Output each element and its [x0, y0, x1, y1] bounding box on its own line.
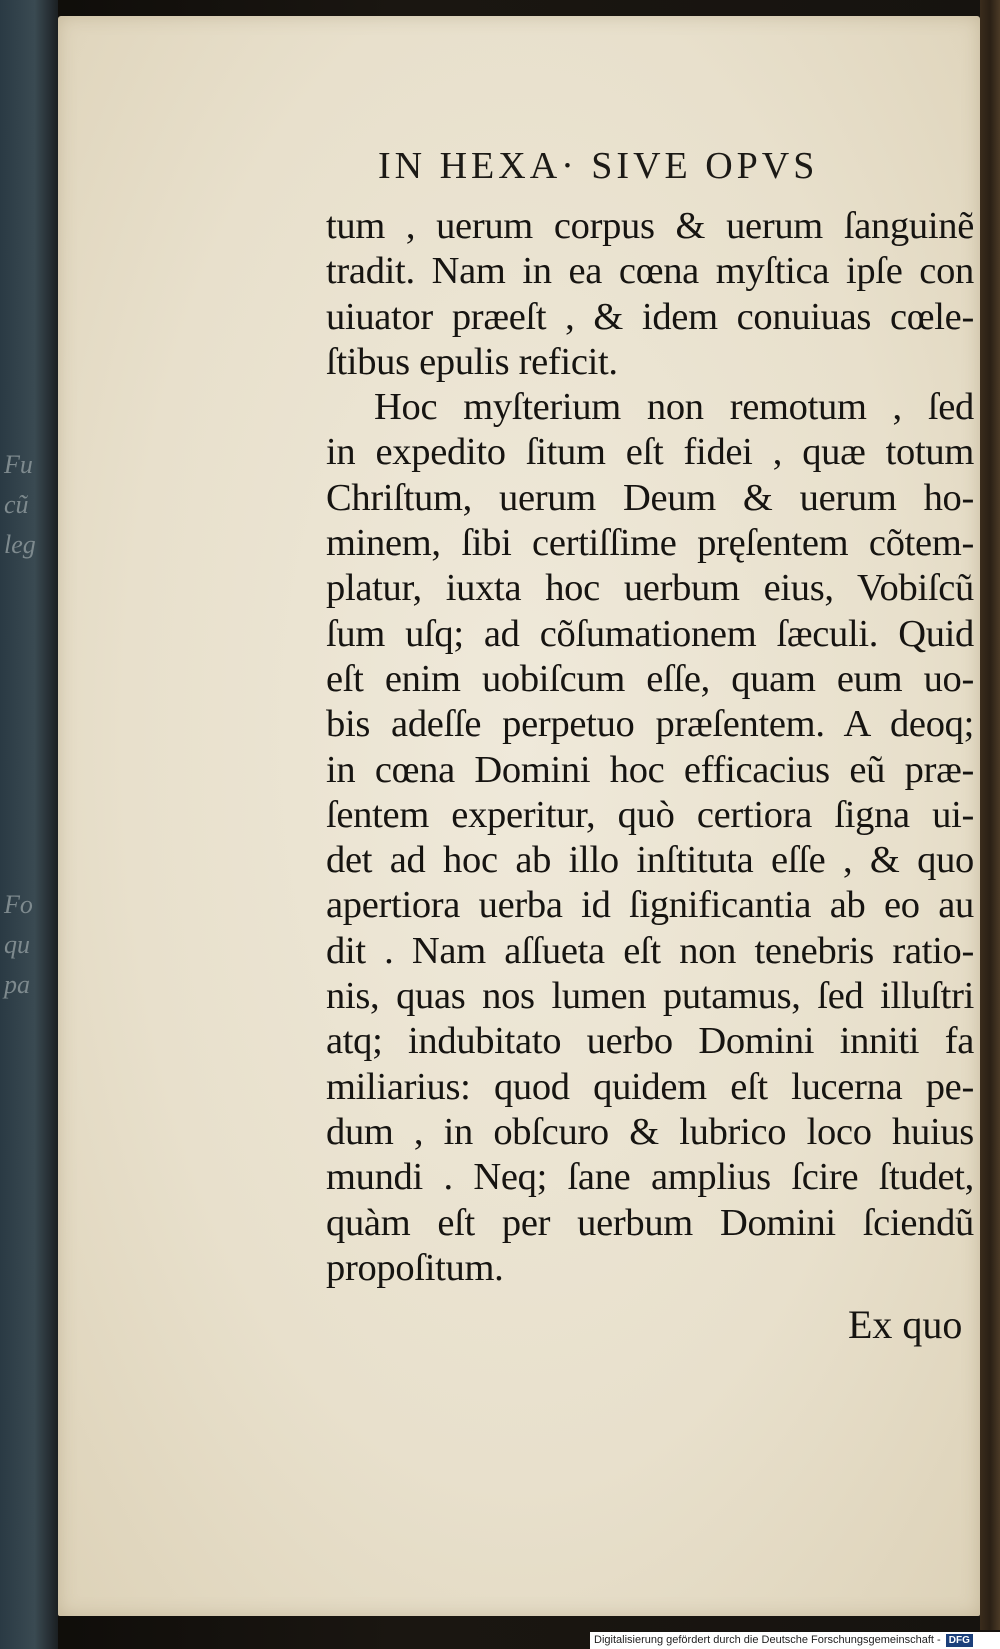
- facing-page-text: qu: [4, 930, 30, 959]
- text-line: bis adeſſe perpetuo præſentem. A deoq;: [326, 703, 974, 746]
- facing-page-text: Fo: [4, 890, 33, 919]
- text-line: tum , uerum corpus & uerum ſanguinẽ: [326, 205, 974, 247]
- text-line: in cœna Domini hoc efficacius eũ præ-: [326, 748, 974, 791]
- text-line: ſum uſq; ad cõſumationem ſæculi. Quid: [326, 612, 974, 655]
- text-line: Hoc myſterium non remotum , ſed: [374, 386, 974, 429]
- book-edge: [980, 0, 1000, 1630]
- body-text: [326, 204, 974, 1291]
- facing-page-text: cũ: [4, 490, 29, 519]
- text-line: propoſitum.: [326, 1246, 504, 1289]
- text-line: atq; indubitato uerbo Domini inniti fa: [326, 1020, 974, 1063]
- facing-page-fragment: [0, 0, 58, 1649]
- text-line: dum , in obſcuro & lubrico loco huius: [326, 1110, 974, 1153]
- text-line: ſentem experitur, quò certiora ſigna ui-: [326, 793, 974, 836]
- text-line: Chriſtum, uerum Deum & uerum ho-: [326, 476, 974, 519]
- text-line: mundi . Neq; ſane amplius ſcire ſtudet,: [326, 1156, 974, 1199]
- text-line: eſt enim uobiſcum eſſe, quam eum uo-: [326, 657, 974, 700]
- text-line: uiuator præeſt , & idem conuiuas cœle-: [326, 295, 974, 338]
- credit-text: Digitalisierung gefördert durch die Deutsche Forschungsgemeinschaft -: [594, 1634, 941, 1646]
- facing-page-text: pa: [4, 970, 30, 999]
- dfg-logo-icon: DFG: [946, 1634, 973, 1647]
- text-line: ſtibus epulis reficit.: [326, 340, 618, 383]
- catchword: Ex quo: [848, 1302, 963, 1347]
- text-line: miliarius: quod quidem eſt lucerna pe-: [326, 1065, 974, 1108]
- text-line: quàm eſt per uerbum Domini ſciendũ: [326, 1201, 974, 1244]
- facing-page-text: Fu: [4, 450, 33, 479]
- text-line: tradit. Nam in ea cœna myſtica ipſe con: [326, 250, 974, 293]
- text-line: dit . Nam aſſueta eſt non tenebris ratio-: [326, 929, 974, 972]
- text-line: nis, quas nos lumen putamus, ſed illuſtri: [326, 975, 974, 1018]
- text-line: platur, iuxta hoc uerbum eius, Vobiſcũ: [326, 567, 974, 610]
- text-line: in expedito ſitum eſt fidei , quæ totum: [326, 431, 974, 474]
- running-head: IN HEXA· SIVE OPVS: [378, 145, 819, 187]
- text-line: minem, ſibi certiſſime pręſentem cõtem-: [326, 522, 974, 565]
- book-page: [58, 16, 980, 1616]
- digitization-credit: [590, 1632, 1000, 1649]
- text-line: apertiora uerba id ſignificantia ab eo au: [326, 884, 974, 927]
- facing-page-text: leg: [4, 530, 36, 559]
- text-line: det ad hoc ab illo inſtituta eſſe , & quo: [326, 839, 974, 882]
